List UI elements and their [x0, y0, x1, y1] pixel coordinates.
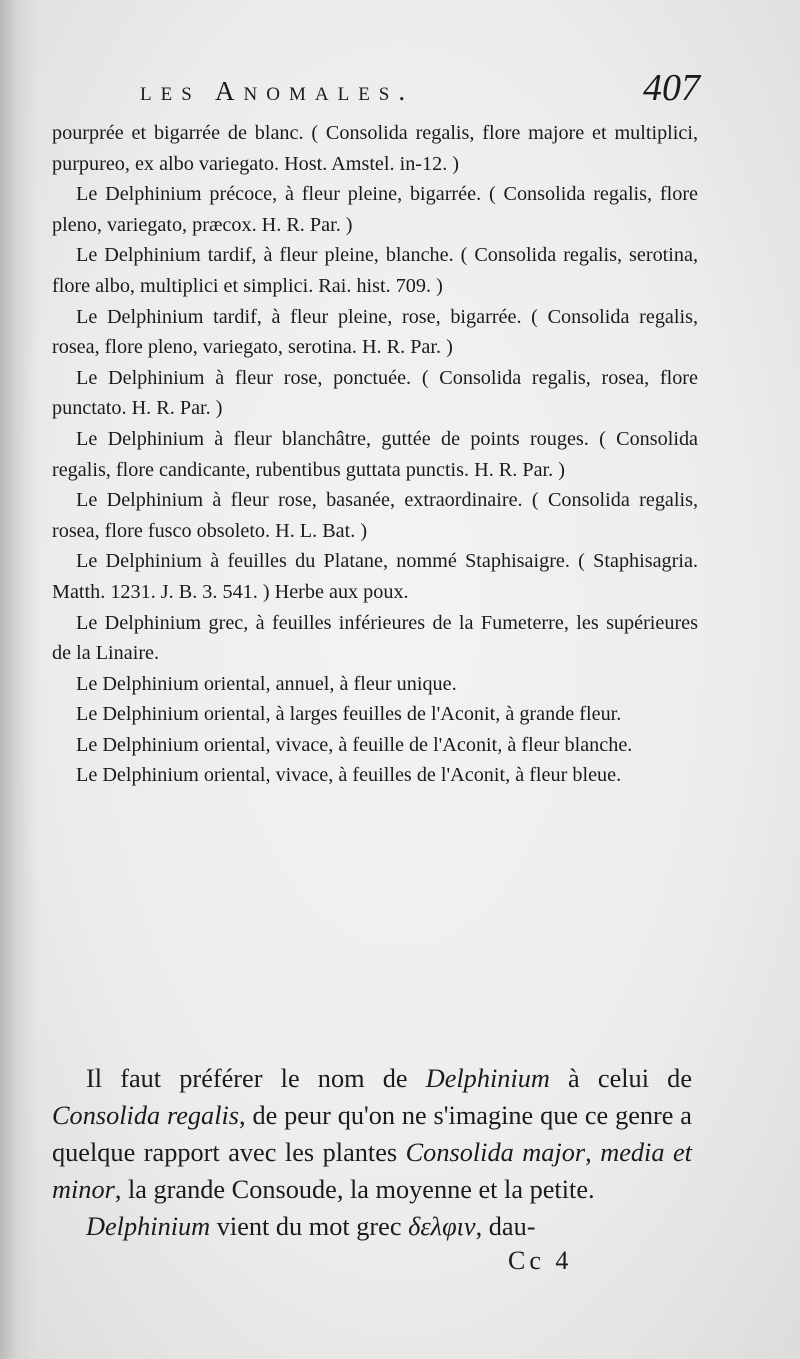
- greek-word: δελφιν: [408, 1212, 476, 1241]
- entry-paragraph: Le Delphinium tardif, à fleur pleine, blanche. ( Consolida regalis, serotina, flore albo, multiplici et simplici. Rai. hist. 709. ): [52, 244, 698, 297]
- italic-term: Consolida regalis: [52, 1101, 240, 1130]
- page-header: [140, 66, 700, 114]
- italic-term: media et minor: [52, 1138, 692, 1204]
- entry-paragraph: Le Delphinium à fleur rose, basanée, extraordinaire. ( Consolida regalis, rosea, flore fusco obsoleto. H. L. Bat. ): [52, 489, 698, 542]
- commentary-text: Il faut préférer le nom de: [86, 1064, 426, 1093]
- entry-paragraph: Le Delphinium à fleur blanchâtre, guttée de points rouges. ( Consolida regalis, flore candicante, rubentibus guttata punctis. H. R. Par. ): [52, 427, 698, 481]
- entry-paragraph: Le Delphinium oriental, à larges feuilles de l'Aconit, à grande fleur.: [76, 703, 622, 726]
- italic-term: Delphinium: [425, 1064, 550, 1093]
- commentary-text: à celui de: [549, 1064, 692, 1093]
- entry-paragraph: Le Delphinium précoce, à fleur pleine, bigarrée. ( Consolida regalis, flore pleno, variegato, præcox. H. R. Par. ): [52, 183, 698, 236]
- running-title: les Anomales.: [140, 76, 415, 106]
- entry-list: [52, 118, 698, 791]
- commentary-text: , la grande Consoude, la moyenne et la petite.: [114, 1175, 595, 1204]
- signature-mark: Cc 4: [508, 1246, 573, 1275]
- italic-term: Consolida major: [405, 1138, 586, 1167]
- commentary-block: [52, 1060, 692, 1245]
- entry-paragraph: Le Delphinium à fleur rose, ponctuée. ( Consolida regalis, rosea, flore punctato. H. R. Par. ): [52, 366, 698, 420]
- commentary-text: ,: [585, 1138, 601, 1167]
- entry-paragraph: Le Delphinium oriental, vivace, à feuille de l'Aconit, à fleur blanche.: [76, 733, 633, 756]
- commentary-paragraph: [52, 1060, 692, 1208]
- entry-paragraph: Le Delphinium grec, à feuilles inférieures de la Fumeterre, les supérieures de la Linaire.: [52, 611, 698, 665]
- commentary-paragraph: [52, 1208, 692, 1245]
- italic-term: Delphinium: [86, 1212, 211, 1241]
- binding-shadow: [0, 0, 38, 1359]
- page-number: 407: [643, 67, 700, 109]
- entry-paragraph: Le Delphinium tardif, à fleur pleine, rose, bigarrée. ( Consolida regalis, rosea, flore pleno, variegato, serotina. H. R. Par. ): [52, 305, 698, 359]
- commentary-text: , dau-: [475, 1212, 536, 1241]
- commentary-text: vient du mot grec: [210, 1212, 409, 1241]
- entry-paragraph: Le Delphinium oriental, annuel, à fleur unique.: [76, 672, 457, 695]
- entry-paragraph: Le Delphinium oriental, vivace, à feuilles de l'Aconit, à fleur bleue.: [76, 764, 622, 787]
- entry-paragraph: Le Delphinium à feuilles du Platane, nommé Staphisaigre. ( Staphisagria. Matth. 1231. J. B. 3. 541. ) Herbe aux poux.: [52, 550, 698, 603]
- commentary-text: , de peur qu'on ne s'imagine que ce genre a quelque rapport avec les plantes: [52, 1101, 692, 1167]
- entry-paragraph: pourprée et bigarrée de blanc. ( Consolida regalis, flore majore et multiplici, purpureo, ex albo variegato. Host. Amstel. in-12. ): [52, 122, 698, 175]
